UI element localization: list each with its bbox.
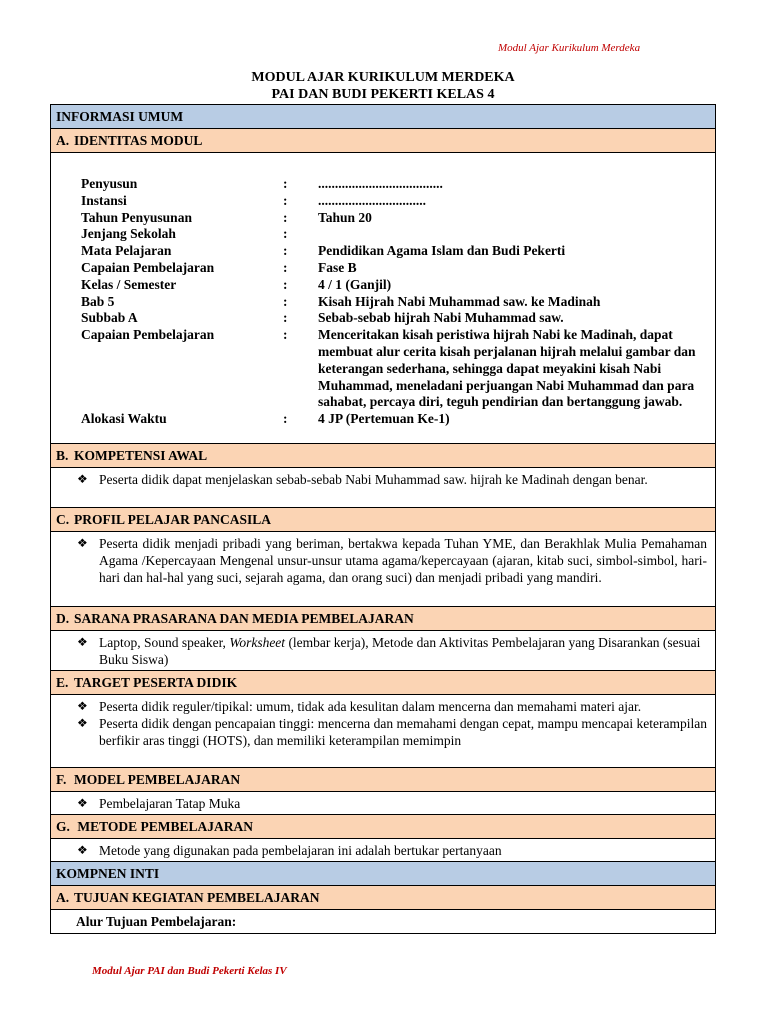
section-letter: F. xyxy=(56,772,67,787)
identitas-key: Subbab A xyxy=(81,310,138,326)
identitas-colon: : xyxy=(283,411,288,427)
section-title: IDENTITAS MODUL xyxy=(74,133,203,148)
identitas-colon: : xyxy=(283,192,288,208)
section-header-e xyxy=(51,671,715,695)
identitas-value: Kisah Hijrah Nabi Muhammad saw. ke Madinah xyxy=(318,293,601,309)
section-content-c xyxy=(51,532,715,607)
section-header-c xyxy=(51,508,715,532)
identitas-colon: : xyxy=(283,243,288,259)
section-letter: A. xyxy=(56,890,70,905)
bullet-text: Pembelajaran Tatap Muka xyxy=(99,796,241,811)
list-item xyxy=(77,471,707,488)
list-item xyxy=(77,715,707,749)
section-header-inti-a xyxy=(51,886,715,910)
identitas-value: 4 / 1 (Ganjil) xyxy=(318,276,392,292)
identitas-colon: : xyxy=(283,276,288,292)
bullet-text-pre: Laptop, Sound speaker, xyxy=(99,635,230,650)
identitas-key: Penyusun xyxy=(81,176,138,191)
section-letter: G. xyxy=(56,819,70,834)
identitas-row xyxy=(81,277,703,294)
identitas-row xyxy=(81,294,703,311)
identitas-row xyxy=(81,176,703,193)
title-line-1: MODUL AJAR KURIKULUM MERDEKA xyxy=(251,70,515,85)
section-letter: C. xyxy=(56,512,70,527)
identitas-table xyxy=(81,176,703,428)
section-title: MODEL PEMBELAJARAN xyxy=(74,772,241,787)
bullet-text: Peserta didik dapat menjelaskan sebab-sebab Nabi Muhammad saw. hijrah ke Madinah dengan benar. xyxy=(99,472,648,487)
header-komponen-inti: KOMPNEN INTI xyxy=(51,862,715,886)
diamond-bullet-icon: ❖ xyxy=(77,699,88,713)
worksheet-term: Worksheet xyxy=(229,635,286,650)
identitas-row xyxy=(81,310,703,327)
running-header: Modul Ajar Kurikulum Merdeka xyxy=(498,42,641,54)
identitas-row xyxy=(81,243,703,260)
diamond-bullet-icon: ❖ xyxy=(77,472,88,486)
section-header-g xyxy=(51,815,715,839)
identitas-key: Instansi xyxy=(81,192,127,208)
identitas-colon: : xyxy=(283,293,288,309)
identitas-key: Kelas / Semester xyxy=(81,276,177,292)
identitas-block xyxy=(51,153,715,444)
section-title: PROFIL PELAJAR PANCASILA xyxy=(74,512,272,527)
section-content-b xyxy=(51,468,715,508)
document-title xyxy=(50,69,716,103)
identitas-key: Mata Pelajaran xyxy=(81,243,172,259)
running-footer: Modul Ajar PAI dan Budi Pekerti Kelas IV xyxy=(92,965,287,977)
section-letter: E. xyxy=(56,675,69,690)
bullet-text: Peserta didik dengan pencapaian tinggi: mencerna dan memahami dengan cepat, mampu mencapai keterampilan berfikir aras tinggi (HOTS), dan memiliki keterampilan memimpin xyxy=(99,716,707,748)
bullet-text-post: (lembar kerja), Metode dan Aktivitas Pembelajaran yang Disarankan (sesuai Buku Siswa) xyxy=(99,635,701,667)
identitas-row xyxy=(81,260,703,277)
list-item xyxy=(77,698,707,715)
identitas-row xyxy=(81,210,703,227)
section-content-f xyxy=(51,792,715,815)
identitas-value: Tahun 20 xyxy=(318,209,372,225)
identitas-key: Tahun Penyusunan xyxy=(81,209,192,225)
list-item xyxy=(77,795,707,812)
identitas-value xyxy=(318,226,703,243)
bullet-text: Metode yang digunakan pada pembelajaran ini adalah bertukar pertanyaan xyxy=(99,843,502,858)
diamond-bullet-icon: ❖ xyxy=(77,843,88,857)
identitas-row xyxy=(81,411,703,428)
list-item xyxy=(77,535,707,586)
header-informasi-umum: INFORMASI UMUM xyxy=(51,105,715,129)
identitas-key: Bab 5 xyxy=(81,293,115,309)
identitas-colon: : xyxy=(283,226,288,242)
diamond-bullet-icon: ❖ xyxy=(77,536,88,550)
section-header-d xyxy=(51,607,715,631)
diamond-bullet-icon: ❖ xyxy=(77,635,88,649)
section-title: TARGET PESERTA DIDIK xyxy=(74,675,238,690)
diamond-bullet-icon: ❖ xyxy=(77,796,88,810)
identitas-colon: : xyxy=(283,209,288,225)
identitas-value: Sebab-sebab hijrah Nabi Muhammad saw. xyxy=(318,310,564,326)
section-content-e xyxy=(51,695,715,768)
identitas-value: Pendidikan Agama Islam dan Budi Pekerti xyxy=(318,243,566,259)
identitas-value: Menceritakan kisah peristiwa hijrah Nabi ke Madinah, dapat membuat alur cerita kisah perjalanan hijrah melalui gambar dan keterangan sederhana, sehingga dapat meyakini kisah Nabi Muhammad, meneladani perjuangan Nabi Muhammad dan para sahabat, percaya diri, teguh pendirian dan bertanggung jawab. xyxy=(318,327,696,410)
identitas-colon: : xyxy=(283,259,288,275)
section-content-d xyxy=(51,631,715,671)
identitas-key: Jenjang Sekolah xyxy=(81,226,176,242)
section-content-g xyxy=(51,839,715,862)
list-item xyxy=(77,842,707,859)
module-table xyxy=(50,104,716,934)
section-letter: A. xyxy=(56,133,70,148)
diamond-bullet-icon: ❖ xyxy=(77,716,88,730)
list-item xyxy=(77,634,707,668)
identitas-value: ..................................... xyxy=(318,176,443,191)
section-title: SARANA PRASARANA DAN MEDIA PEMBELAJARAN xyxy=(74,611,414,626)
section-title: TUJUAN KEGIATAN PEMBELAJARAN xyxy=(74,890,320,905)
section-header-b xyxy=(51,444,715,468)
section-letter: B. xyxy=(56,448,69,463)
bullet-text xyxy=(99,634,707,668)
bullet-text: Peserta didik reguler/tipikal: umum, tidak ada kesulitan dalam mencerna dan memahami materi ajar. xyxy=(99,699,642,714)
section-header-f xyxy=(51,768,715,792)
identitas-key: Capaian Pembelajaran xyxy=(81,327,215,343)
section-letter: D. xyxy=(56,611,70,626)
identitas-colon: : xyxy=(283,310,288,326)
section-title: KOMPETENSI AWAL xyxy=(74,448,208,463)
identitas-key: Alokasi Waktu xyxy=(81,411,167,427)
identitas-key: Capaian Pembelajaran xyxy=(81,259,215,275)
identitas-value: ................................ xyxy=(318,192,426,208)
identitas-row xyxy=(81,327,703,411)
title-line-2: PAI DAN BUDI PEKERTI KELAS 4 xyxy=(271,87,495,102)
section-title: METODE PEMBELAJARAN xyxy=(74,819,254,834)
identitas-colon: : xyxy=(283,176,288,191)
identitas-value: 4 JP (Pertemuan Ke-1) xyxy=(318,411,450,427)
identitas-colon: : xyxy=(283,327,288,343)
identitas-value: Fase B xyxy=(318,259,357,275)
identitas-row xyxy=(81,226,703,243)
section-header-a xyxy=(51,129,715,153)
identitas-row xyxy=(81,193,703,210)
alur-tujuan-label: Alur Tujuan Pembelajaran: xyxy=(76,914,237,929)
bullet-text: Peserta didik menjadi pribadi yang beriman, bertakwa kepada Tuhan YME, dan Berakhlak Mulia Pemahaman Agama /Kepercayaan Mengenal unsur-unsur utama agama/kepercayaan (ajaran, kitab suci, simbol-simbol, hari-hari dan hal-hal yang suci, sejarah agama, dan orang suci) dan menjadi pribadi yang mandiri. xyxy=(99,536,707,585)
